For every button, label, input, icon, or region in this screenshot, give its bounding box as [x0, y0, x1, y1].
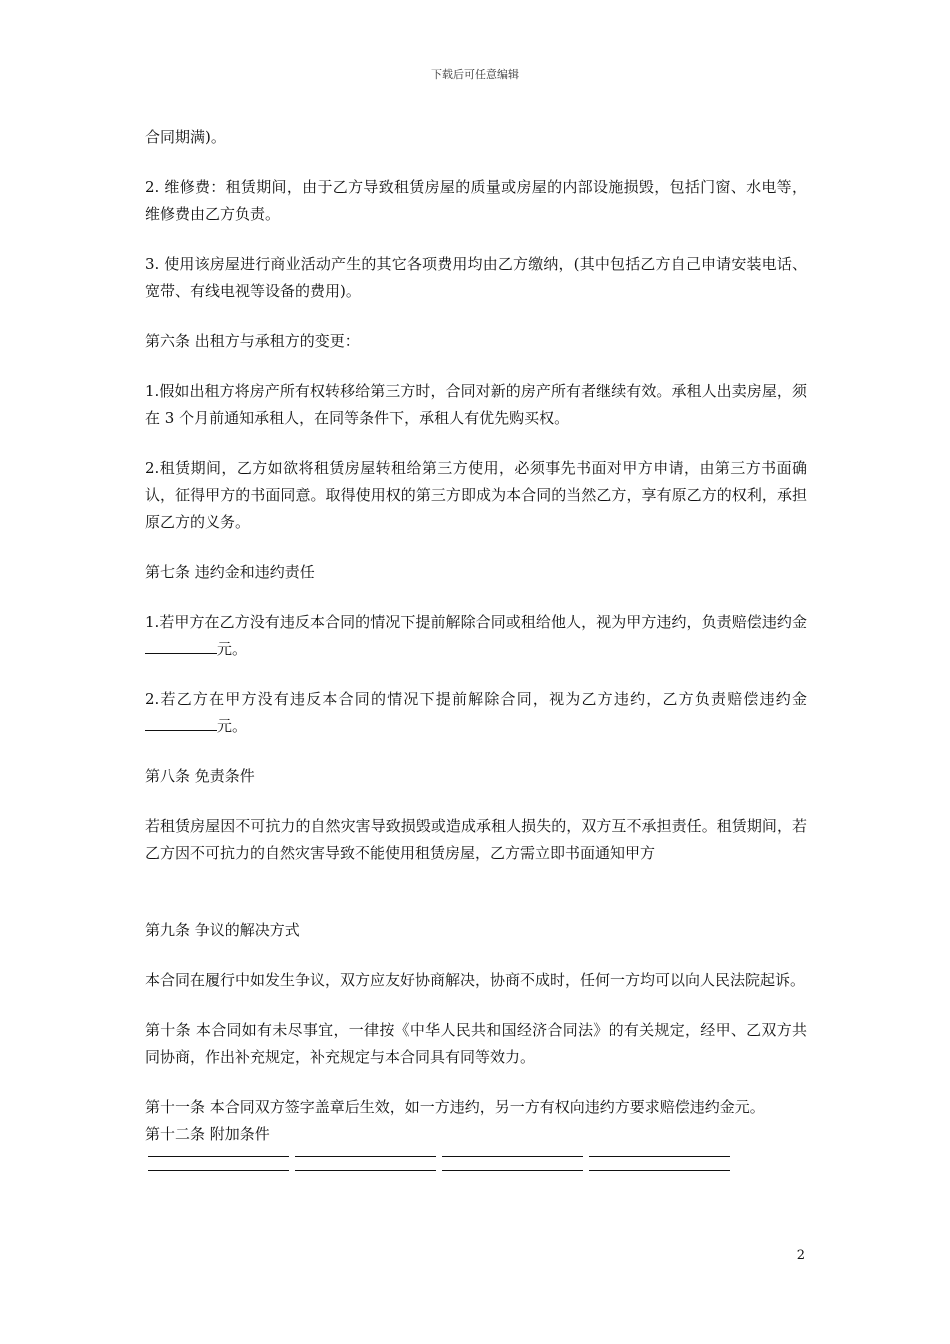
article-7-clause-1-unit: 元。 [217, 640, 248, 658]
article-10: 第十条 本合同如有未尽事宜，一律按《中华人民共和国经济合同法》的有关规定，经甲、乙双方共同协商，作出补充规定，补充规定与本合同具有同等效力。 [145, 1021, 807, 1066]
fill-in-line [589, 1170, 730, 1171]
article-6-clause-2: 2.租赁期间，乙方如欲将租赁房屋转租给第三方使用，必须事先书面对甲方申请，由第三方书面确认，征得甲方的书面同意。取得使用权的第三方即成为本合同的当然乙方，享有原乙方的权利，承担原乙方的义务。 [145, 459, 807, 531]
article-9-body: 本合同在履行中如发生争议，双方应友好协商解决，协商不成时，任何一方均可以向人民法院起诉。 [145, 971, 806, 989]
fill-in-line [148, 1170, 289, 1171]
paragraph-contract-expiry: 合同期满)。 [145, 128, 226, 146]
penalty-amount-blank-2 [145, 716, 217, 731]
fill-in-line [442, 1156, 583, 1157]
article-7-clause-2-unit: 元。 [217, 717, 248, 735]
fill-in-line [295, 1170, 436, 1171]
article-6-heading: 第六条 出租方与承租方的变更： [145, 332, 360, 350]
fill-in-line [589, 1156, 730, 1157]
article-12-heading: 第十二条 附加条件 [145, 1125, 270, 1143]
page-number: 2 [796, 1248, 805, 1263]
article-7-clause-1 [145, 609, 807, 663]
penalty-amount-blank-1 [145, 639, 217, 654]
additional-terms-blank-row-1 [148, 1156, 807, 1157]
article-7-clause-1-text: 1.若甲方在乙方没有违反本合同的情况下提前解除合同或租给他人，视为甲方违约，负责赔偿违约金 [145, 613, 807, 631]
article-7-clause-2 [145, 686, 807, 740]
fill-in-line [295, 1156, 436, 1157]
article-8-body: 若租赁房屋因不可抗力的自然灾害导致损毁或造成承租人损失的，双方互不承担责任。租赁期间，若乙方因不可抗力的自然灾害导致不能使用租赁房屋，乙方需立即书面通知甲方 [145, 817, 807, 862]
page-header: 下载后可任意编辑 [431, 68, 519, 81]
fill-in-line [148, 1156, 289, 1157]
article-11: 第十一条 本合同双方签字盖章后生效，如一方违约，另一方有权向违约方要求赔偿违约金元。 [145, 1098, 765, 1116]
article-6-clause-1: 1.假如出租方将房产所有权转移给第三方时，合同对新的房产所有者继续有效。承租人出卖房屋，须在 3 个月前通知承租人，在同等条件下，承租人有优先购买权。 [145, 382, 807, 427]
paragraph-maintenance-fee: 2. 维修费：租赁期间，由于乙方导致租赁房屋的质量或房屋的内部设施损毁，包括门窗、水电等，维修费由乙方负责。 [145, 178, 807, 223]
paragraph-other-fees: 3. 使用该房屋进行商业活动产生的其它各项费用均由乙方缴纳，(其中包括乙方自己申请安装电话、宽带、有线电视等设备的费用)。 [145, 255, 807, 300]
article-7-clause-2-text: 2.若乙方在甲方没有违反本合同的情况下提前解除合同，视为乙方违约，乙方负责赔偿违约金 [145, 690, 807, 708]
additional-terms-blank-row-2 [148, 1170, 807, 1171]
article-9-heading: 第九条 争议的解决方式 [145, 921, 300, 939]
article-7-heading: 第七条 违约金和违约责任 [145, 563, 315, 581]
fill-in-line [442, 1170, 583, 1171]
article-8-heading: 第八条 免责条件 [145, 767, 255, 785]
document-body [145, 124, 807, 1171]
